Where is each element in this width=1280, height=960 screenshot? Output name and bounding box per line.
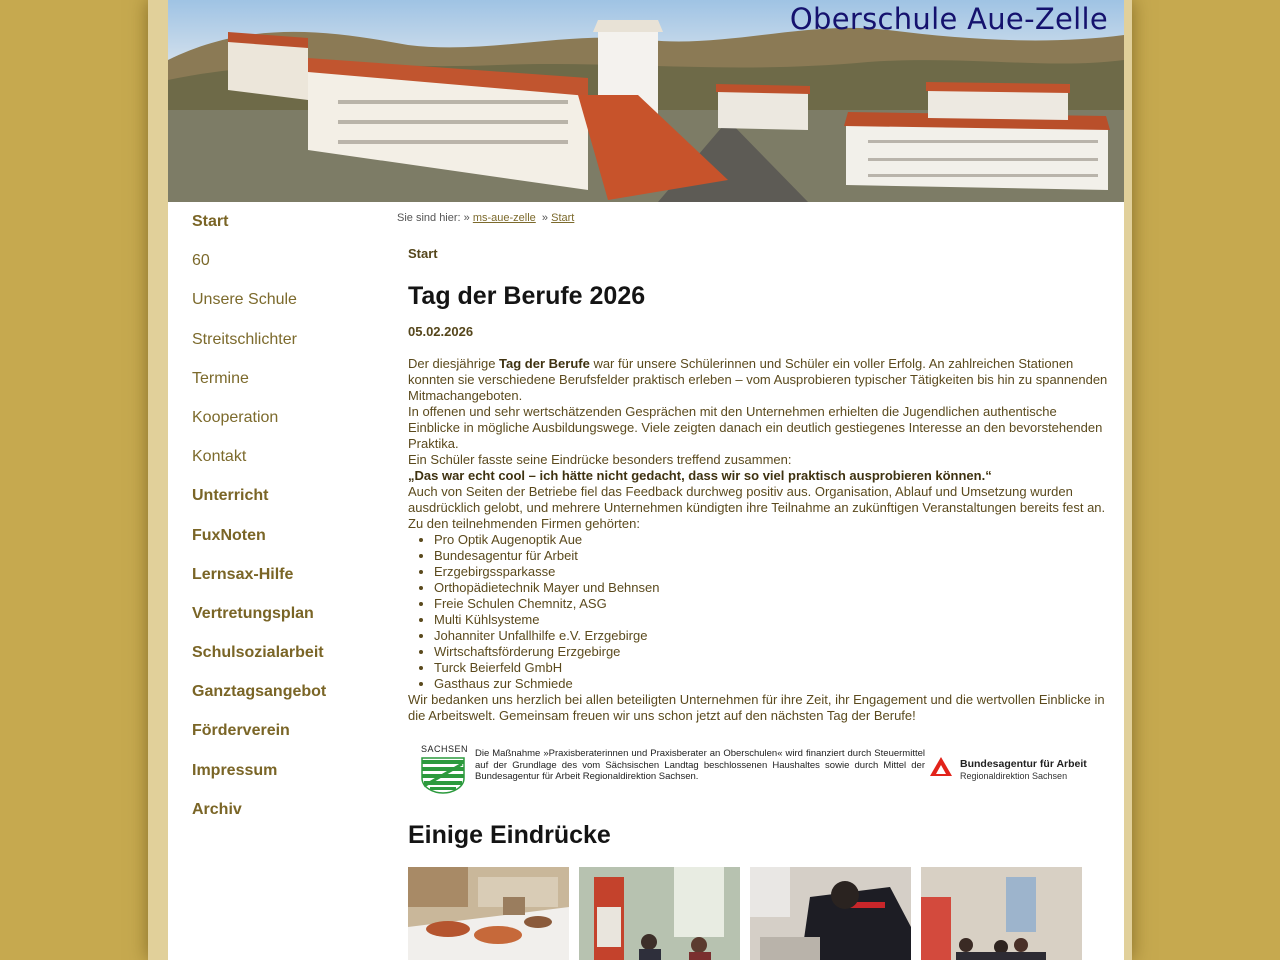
nav-item-unsere-schule[interactable]: Unsere Schule bbox=[192, 291, 297, 309]
page-container bbox=[168, 0, 1124, 960]
article-date: 05.02.2026 bbox=[408, 324, 474, 339]
nav-item-termine[interactable]: Termine bbox=[192, 369, 249, 387]
list-item: • Multi Kühlsysteme bbox=[434, 612, 1108, 628]
list-item: • Gasthaus zur Schmiede bbox=[434, 676, 1108, 692]
paragraph-intro-start: Der diesjährige bbox=[408, 356, 500, 371]
nav-item-lernsax-hilfe[interactable]: Lernsax-Hilfe bbox=[192, 565, 294, 583]
bundesagentur-name: Bundesagentur für Arbeit bbox=[960, 758, 1087, 770]
breadcrumb-separator: » bbox=[541, 212, 549, 224]
paragraph-intro-end: war für unsere Schülerinnen und Schüler ein voller Erfolg. An zahlreichen Stationen konnten sie verschiedene Berufsfelder praktisch erleben – vom Ausprobieren typischer Tätigkeiten bis hin zu spannenden Mitmachangeboten. bbox=[408, 356, 1108, 403]
sachsen-crest-icon bbox=[420, 756, 466, 794]
student-quote bbox=[408, 468, 1108, 484]
nav-item-schulsozialarbeit[interactable]: Schulsozialarbeit bbox=[192, 644, 324, 662]
article-title: Tag der Berufe 2026 bbox=[408, 282, 646, 310]
gallery-photo-workshop[interactable] bbox=[750, 867, 911, 960]
list-item: • Wirtschaftsförderung Erzgebirge bbox=[434, 644, 1108, 660]
breadcrumb-link-start[interactable]: Start bbox=[551, 212, 575, 224]
nav-item-foerderverein[interactable]: Förderverein bbox=[192, 722, 290, 740]
sachsen-label: SACHSEN bbox=[421, 744, 469, 754]
nav-item-vertretungsplan[interactable]: Vertretungsplan bbox=[192, 604, 314, 622]
gallery-photo-stand[interactable] bbox=[579, 867, 740, 960]
paragraph-firms-intro: Zu den teilnehmenden Firmen gehörten: bbox=[408, 516, 640, 531]
nav-item-ganztagsangebot[interactable]: Ganztagsangebot bbox=[192, 683, 327, 701]
site-title[interactable]: Oberschule Aue-Zelle bbox=[789, 2, 1108, 36]
paragraph-student: Ein Schüler fasste seine Eindrücke besonders treffend zusammen: bbox=[408, 452, 792, 467]
list-item: • Johanniter Unfallhilfe e.V. Erzgebirge bbox=[434, 628, 1108, 644]
article-body bbox=[408, 356, 1108, 724]
nav-item-60[interactable]: 60 bbox=[192, 252, 210, 270]
funding-text: Die Maßnahme »Praxisberaterinnen und Praxisberater an Oberschulen« wird finanziert durch Steuermittel auf der Grundlage des vom Sächsischen Landtag beschlossenen Haushaltes sowie durch Mittel der Bundesagentur für Arbeit Regionaldirektion Sachsen. bbox=[475, 748, 925, 782]
firms-list bbox=[408, 532, 1108, 692]
list-item: • Pro Optik Augenoptik Aue bbox=[434, 532, 1108, 548]
gallery-photo-meeting[interactable] bbox=[921, 867, 1082, 960]
list-item: • Freie Schulen Chemnitz, ASG bbox=[434, 596, 1108, 612]
nav-item-fuxnoten[interactable]: FuxNoten bbox=[192, 526, 266, 544]
nav-item-unterricht[interactable]: Unterricht bbox=[192, 487, 269, 505]
list-item: • Turck Beierfeld GmbH bbox=[434, 660, 1108, 676]
funding-banner bbox=[408, 742, 1108, 798]
list-item: • Orthopädietechnik Mayer und Behnsen bbox=[434, 580, 1108, 596]
main-content bbox=[397, 212, 1109, 849]
breadcrumb-prefix: Sie sind hier: » bbox=[397, 212, 470, 224]
breadcrumb bbox=[397, 212, 1109, 228]
section-title: Start bbox=[408, 246, 438, 261]
sidebar-nav bbox=[192, 212, 392, 839]
paragraph-intro-bold: Tag der Berufe bbox=[499, 356, 590, 371]
bundesagentur-subtitle: Regionaldirektion Sachsen bbox=[960, 771, 1068, 781]
nav-item-kooperation[interactable]: Kooperation bbox=[192, 408, 279, 426]
list-item: • Bundesagentur für Arbeit bbox=[434, 548, 1108, 564]
article bbox=[408, 246, 1108, 960]
gallery-heading: Einige Eindrücke bbox=[408, 821, 611, 849]
paragraph-intro bbox=[408, 356, 1108, 404]
header-banner bbox=[168, 0, 1124, 202]
bundesagentur-logo-icon bbox=[929, 756, 953, 778]
nav-item-impressum[interactable]: Impressum bbox=[192, 761, 278, 779]
student-quote-text: „Das war echt cool – ich hätte nicht gedacht, dass wir so viel praktisch ausprobieren können.“ bbox=[408, 468, 992, 483]
paragraph-thanks: Wir bedanken uns herzlich bei allen beteiligten Unternehmen für ihre Zeit, ihr Engagement und die wertvollen Einblicke in die Arbeitswelt. Gemeinsam freuen wir uns schon jetzt auf den nächsten Tag der Berufe! bbox=[408, 692, 1105, 723]
list-item: • Erzgebirgssparkasse bbox=[434, 564, 1108, 580]
paragraph-feedback: Auch von Seiten der Betriebe fiel das Feedback durchweg positiv aus. Organisation, Ablauf und Umsetzung wurden ausdrücklich gelobt, und mehrere Unternehmen kündigten ihre Teilnahme an zukünftigen Veranstaltungen bereits fest an. bbox=[408, 484, 1106, 515]
nav-item-archiv[interactable]: Archiv bbox=[192, 800, 242, 818]
breadcrumb-link-ms-aue-zelle[interactable]: ms-aue-zelle bbox=[472, 212, 536, 224]
nav-item-kontakt[interactable]: Kontakt bbox=[192, 448, 247, 466]
gallery-photo-buffet[interactable] bbox=[408, 867, 569, 960]
nav-item-start[interactable]: Start bbox=[192, 213, 229, 230]
nav-item-streitschlichter[interactable]: Streitschlichter bbox=[192, 330, 297, 348]
paragraph-conversations: In offenen und sehr wertschätzenden Gesprächen mit den Unternehmen erhielten die Jugendlichen authentische Einblicke in mögliche Ausbildungswege. Viele zeigten danach ein deutlich gestiegenes Interesse an den bevorstehenden Praktika. bbox=[408, 404, 1103, 451]
photo-gallery bbox=[408, 867, 1108, 960]
